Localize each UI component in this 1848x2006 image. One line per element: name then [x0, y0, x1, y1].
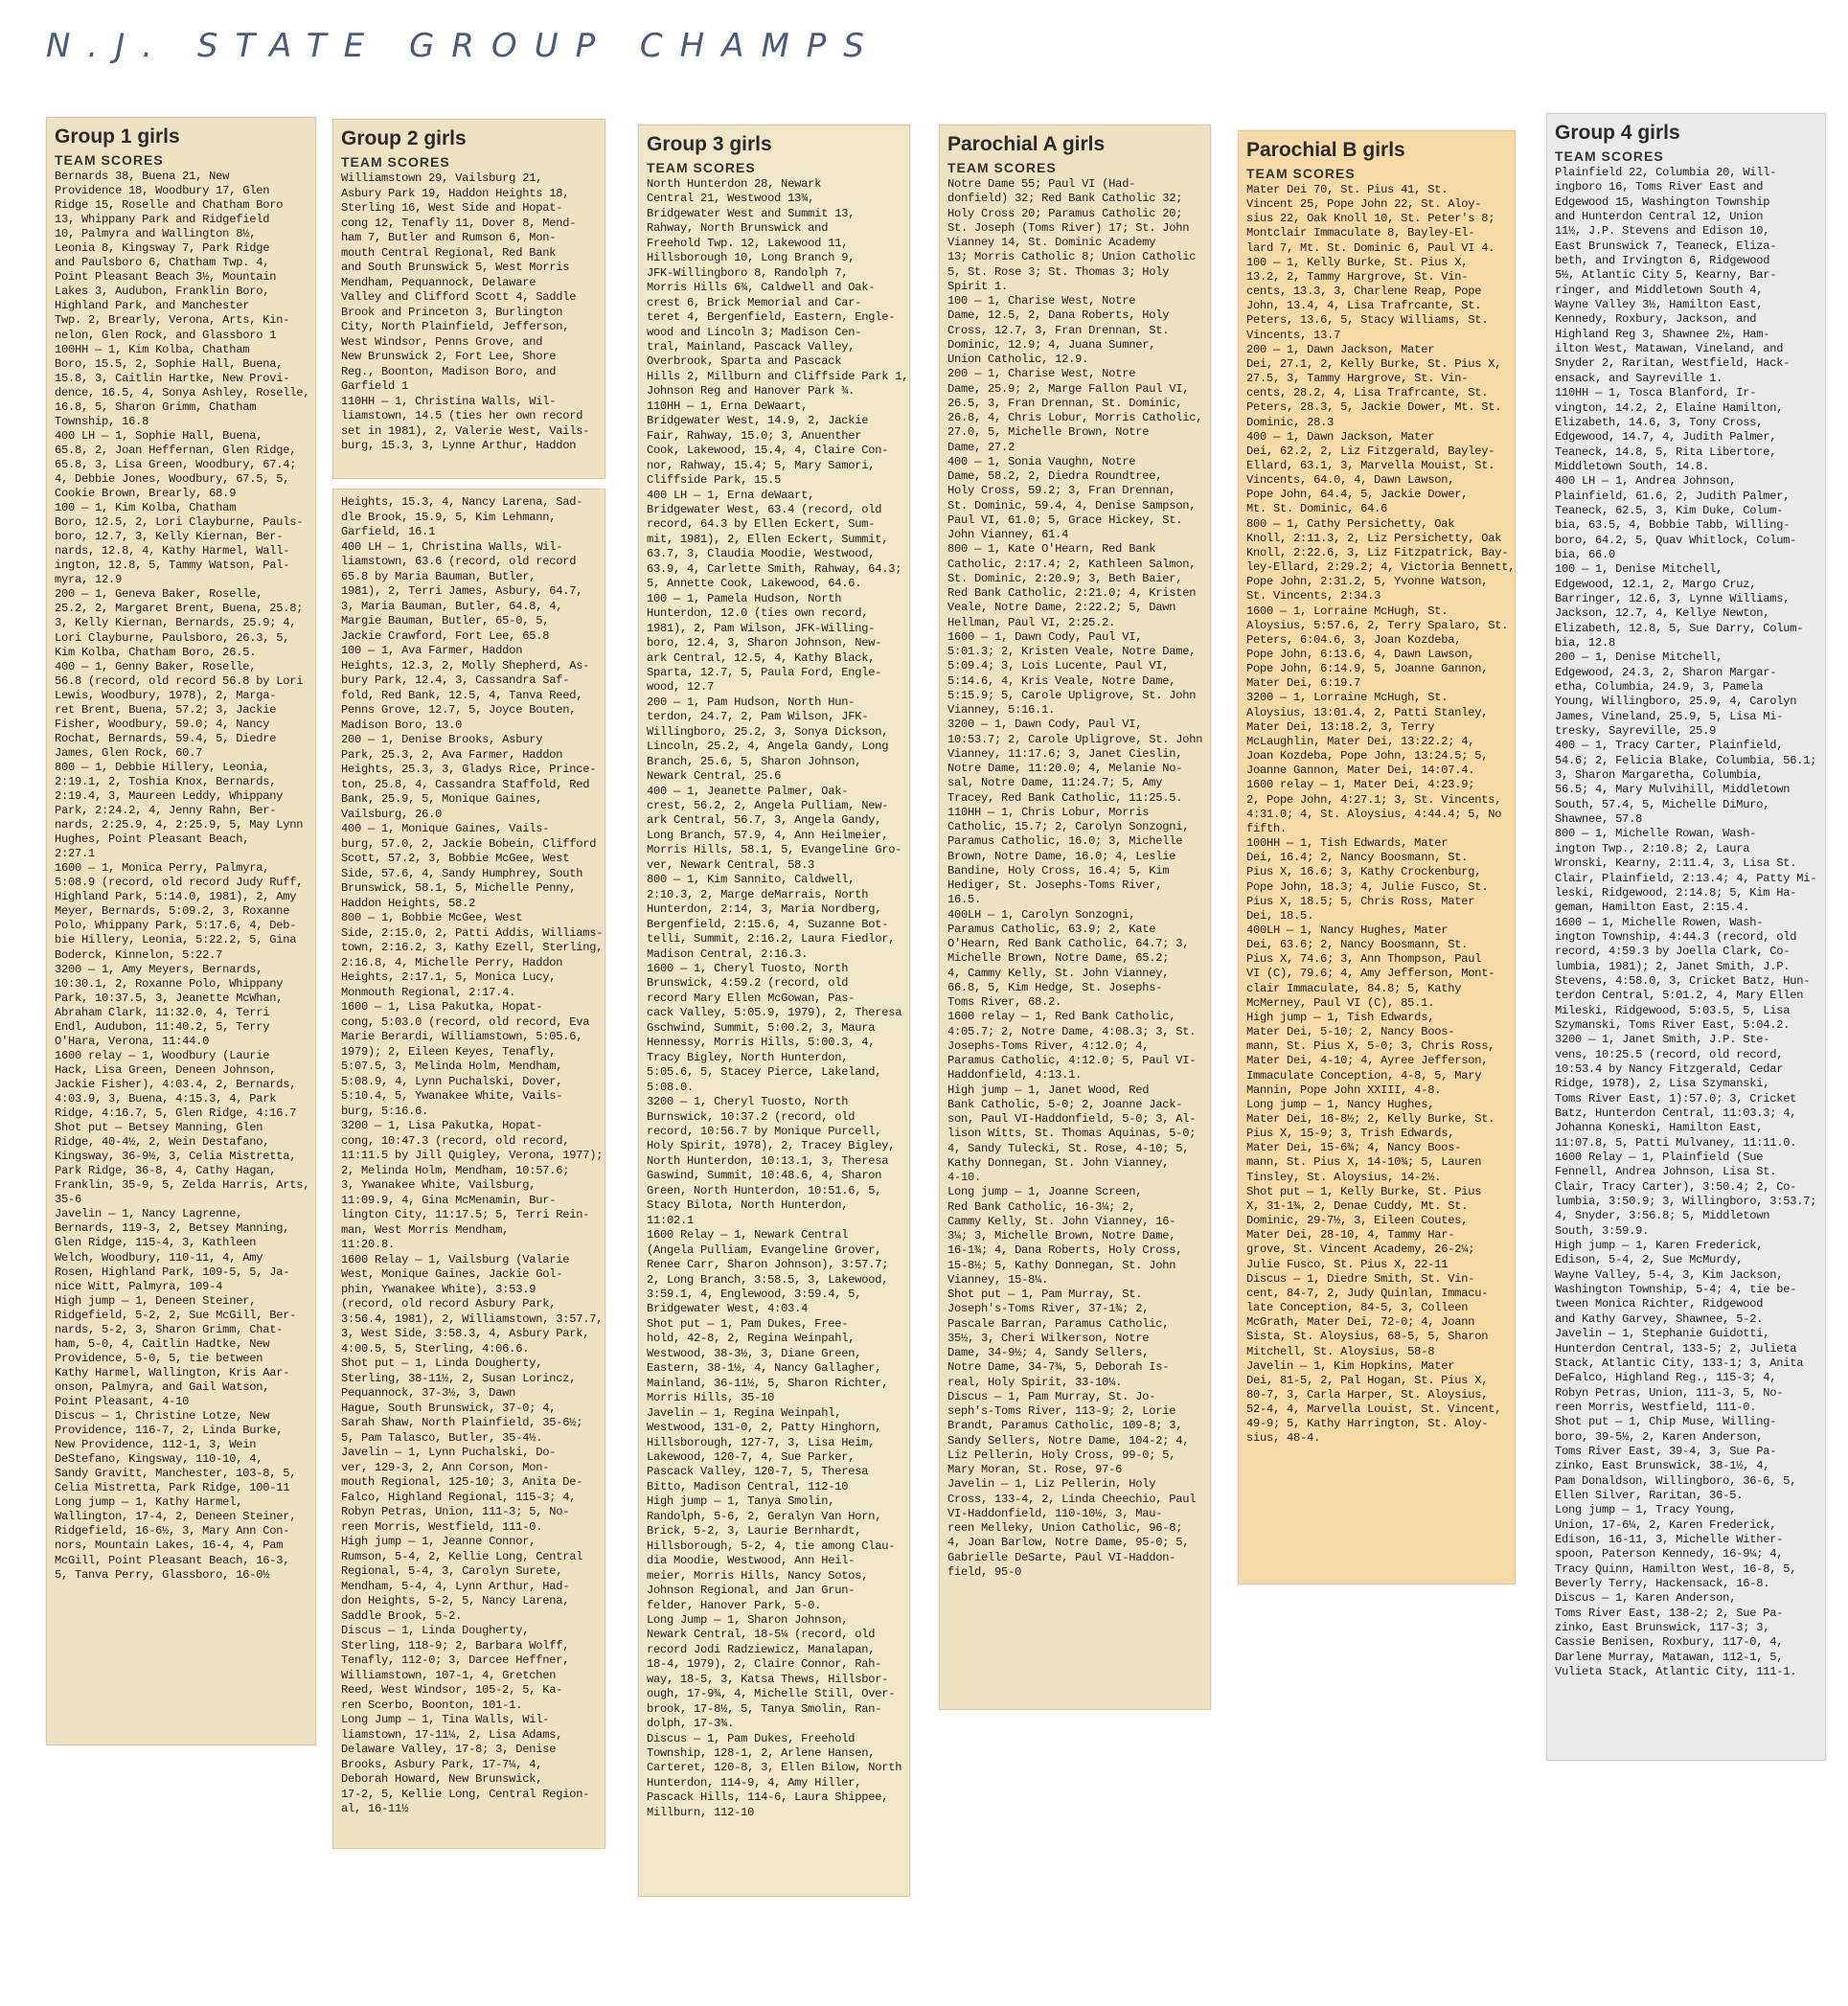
clipping-subhead: TEAM SCORES — [55, 152, 164, 168]
clipping-group-2-continued — [332, 489, 605, 1849]
clipping-group-4 — [1546, 113, 1826, 1761]
clipping-group-1 — [46, 117, 316, 1745]
clipping-heading: Parochial A girls — [947, 133, 1106, 155]
clipping-heading: Group 3 girls — [647, 133, 772, 155]
clipping-body: Plainfield 22, Columbia 20, Will- ingboro 16, Toms River East and Edgewood 15, Washington Township and Hunterdon Central 12, Union 11½, J.P. Stevens and Edison 10, East Brunswick 7, Teaneck, Eliza- beth, and Irvington 6, Ridgewood 5½, Atlantic City 5, Kearny, Bar- ringer, and Middletown South 4, Wayne Valley 3½, Hamilton East, Kennedy, Roxbury, Jackson, and Highland Reg 3, Shawnee 2½, Ham- ilton West, Matawan, Vineland, and Snyder 2, Raritan, Westfield, Hack- ensack, and Sayreville 1. 110HH — 1, Tosca Blanford, Ir- vington, 14.2, 2, Elaine Hamilton, Elizabeth, 14.6, 3, Tony Cross, Edgewood, 14.7, 4, Judith Palmer, Teaneck, 14.8, 5, Rita Libertore, Middletown South, 14.8. 400 LH — 1, Andrea Johnson, Plainfield, 61.6, 2, Judith Palmer, Teaneck, 62.5, 3, Kim Duke, Colum- bia, 63.5, 4, Bobbie Tabb, Willing- boro, 64.2, 5, Quav Whitlock, Colum- bia, 66.0 100 — 1, Denise Mitchell, Edgewood, 12.1, 2, Margo Cruz, Barringer, 12.6, 3, Lynne Williams, Jackson, 12.7, 4, Kellye Newton, Elizabeth, 12.8, 5, Sue Darry, Colum- bia, 12.8 200 — 1, Denise Mitchell, Edgewood, 24.3, 2, Sharon Margar- etha, Columbia, 24.9, 3, Pamela Young, Willingboro, 25.9, 4, Carolyn James, Vineland, 25.9, 5, Lisa Mi- tresky, Sayreville, 25.9 400 — 1, Tracy Carter, Plainfield, 54.6; 2, Felicia Blake, Columbia, 56.1; 3, Sharon Margaretha, Columbia, 56.5; 4, Mary Mulvihill, Middletown South, 57.4, 5, Michelle DiMuro, Shawnee, 57.8 800 — 1, Michelle Rowan, Wash- ington Twp., 2:10.8; 2, Laura Wronski, Kearny, 2:11.4, 3, Lisa St. Clair, Plainfield, 2:13.4; 4, Patty Mi- leski, Ridgewood, 2:14.8; 5, Kim Ha- geman, Hamilton East, 2:15.4. 1600 — 1, Michelle Rowen, Wash- ington Township, 4:44.3 (record, old record, 4:59.3 by Joella Clark, Co- lumbia, 1981); 2, Janet Smith, J.P. Stevens, 4:58.0, 3, Cricket Batz, Hun- terdon Central, 5:01.2, 4, Mary Ellen Mileski, Ridgewood, 5:03.5, 5, Lisa Szymanski, Toms River East, 5:04.2. 3200 — 1, Janet Smith, J.P. Ste- vens, 10:25.5 (record, old record, 10:53.4 by Nancy Fitzgerald, Cedar Ridge, 1978), 2, Lisa Szymanski, Toms River East, 1):57.0; 3, Cricket Batz, Hunterdon Central, 11:03.3; 4, Johanna Koneski, Hamilton East, 11:07.8, 5, Patti Mulvaney, 11:11.0. 1600 Relay — 1, Plainfield (Sue Fennell, Andrea Johnson, Lisa St. Clair, Tracy Carter), 3:50.4; 2, Co- lumbia, 3:50.9; 3, Willingboro, 3:53.7; 4, Snyder, 3:56.8; 5, Middletown South, 3:59.9. High jump — 1, Karen Frederick, Edison, 5-4, 2, Sue McMurdy, Wayne Valley, 5-4, 3, Kim Jackson, Washington Township, 5-4; 4, tie be- tween Monica Richter, Ridgewood and Kathy Garvey, Shawnee, 5-2. Javelin — 1, Stephanie Guidotti, Hunterdon Central, 133-5; 2, Julieta Stack, Atlantic City, 133-1; 3, Anita DeFalco, Highland Reg., 115-3; 4, Robyn Petras, Union, 111-3, 5, No- reen Morris, Westfield, 111-0. Shot put — 1, Chip Muse, Willing- boro, 39-5½, 2, Karen Anderson, Toms River East, 39-4, 3, Sue Pa- zinko, East Brunswick, 38-1½, 4, Pam Donaldson, Willingboro, 36-6, 5, Ellen Silver, Raritan, 36-5. Long jump — 1, Tracy Young, Union, 17-6¼, 2, Karen Frederick, Edison, 16-11, 3, Michelle Wither- spoon, Paterson Kennedy, 16-9¼; 4, Tracy Quinn, Hamilton West, 16-8, 5, Beverly Terry, Hackensack, 16-8. Discus — 1, Karen Anderson, Toms River East, 138-2; 2, Sue Pa- zinko, East Brunswick, 117-3; 3, Cassie Benisen, Roxbury, 117-0, 4, Darlene Murray, Matawan, 112-1, 5, Vulieta Stack, Atlantic City, 111-1. — [1555, 166, 1817, 1679]
clipping-heading: Group 2 girls — [341, 127, 467, 149]
clipping-group-2-top — [332, 119, 605, 479]
clipping-subhead: TEAM SCORES — [947, 160, 1057, 175]
clipping-subhead: TEAM SCORES — [1555, 148, 1664, 164]
page-title: N.J. STATE GROUP CHAMPS — [46, 27, 881, 65]
clipping-heading: Group 4 girls — [1555, 122, 1680, 144]
clipping-subhead: TEAM SCORES — [341, 154, 450, 170]
clipping-subhead: TEAM SCORES — [1246, 166, 1356, 181]
clipping-heading: Parochial B girls — [1246, 139, 1405, 161]
clipping-body: Williamstown 29, Vailsburg 21, Asbury Park 19, Haddon Heights 18, Sterling 16, West Side and Hopat- cong 12, Tenafly 11, Dover 8, Mend- ham 7, Butler and Rumson 6, Mon- mouth Central Regional, Red Bank and South Brunswick 5, West Morris Mendham, Pequannock, Delaware Valley and Clifford Scott 4, Saddle Brook and Princeton 3, Burlington City, North Plainfield, Jefferson, West Windsor, Penns Grove, and New Brunswick 2, Fort Lee, Shore Reg., Boonton, Madison Boro, and Garfield 1 110HH — 1, Christina Walls, Wil- liamstown, 14.5 (ties her own record set in 1981), 2, Valerie West, Vails- burg, 15.3, 3, Lynne Arthur, Haddon — [341, 171, 590, 452]
clipping-body: Mater Dei 70, St. Pius 41, St. Vincent 25, Pope John 22, St. Aloy- sius 22, Oak Knoll 10, St. Peter's 8; Montclair Immaculate 8, Bayley-El- lard 7, Mt. St. Dominic 6, Paul VI 4. 100 — 1, Kelly Burke, St. Pius X, 13.2, 2, Tammy Hargrove, St. Vin- cents, 13.3, 3, Charlene Reap, Pope John, 13.4, 4, Lisa Trafrcante, St. Peters, 13.6, 5, Stacy Williams, St. Vincents, 13.7 200 — 1, Dawn Jackson, Mater Dei, 27.1, 2, Kelly Burke, St. Pius X, 27.5, 3, Tammy Hargrove, St. Vin- cents, 28.2, 4, Lisa Trafrcante, St. Peters, 28.3, 5, Jackie Dower, Mt. St. Dominic, 28.3 400 — 1, Dawn Jackson, Mater Dei, 62.2, 2, Liz Fitzgerald, Bayley- Ellard, 63.1, 3, Marvella Mouist, St. Vincents, 64.0, 4, Dawn Lawson, Pope John, 64.4, 5, Jackie Dower, Mt. St. Dominic, 64.6 800 — 1, Cathy Persichetty, Oak Knoll, 2:11.3, 2, Liz Persichetty, Oak Knoll, 2:22.6, 3, Liz Fitzpatrick, Bay- ley-Ellard, 2:29.2; 4, Victoria Bennett, Pope John, 2:31.2, 5, Yvonne Watson, St. Vincents, 2:34.3 1600 — 1, Lorraine McHugh, St. Aloysius, 5:57.6, 2, Terry Spalaro, St. Peters, 6:04.6, 3, Joan Kozdeba, Pope John, 6:13.6, 4, Dawn Lawson, Pope John, 6:14.9, 5, Joanne Gannon, Mater Dei, 6:19.7 3200 — 1, Lorraine McHugh, St. Aloysius, 13:01.4, 2, Patti Stanley, Mater Dei, 13:18.2, 3, Terry McLaughlin, Mater Dei, 13:22.2; 4, Joan Kozdeba, Pope John, 13:24.5; 5, Joanne Gannon, Mater Dei, 14:07.4. 1600 relay — 1, Mater Dei, 4:23.9; 2, Pope John, 4:27.1; 3, St. Vincents, 4:31.0; 4, St. Aloysius, 4:44.4; 5, No fifth. 100HH — 1, Tish Edwards, Mater Dei, 16.4; 2, Nancy Boosmann, St. Pius X, 16.6; 3, Kathy Crockenburg, Pope John, 18.3; 4, Julie Fusco, St. Pius X, 18.5; 5, Chris Ross, Mater Dei, 18.5. 400LH — 1, Nancy Hughes, Mater Dei, 63.6; 2, Nancy Boosmann, St. Pius X, 74.6; 3, Ann Thompson, Paul VI (C), 79.6; 4, Amy Jefferson, Mont- clair Immaculate, 84.8; 5, Kathy McMerney, Paul VI (C), 85.1. High jump — 1, Tish Edwards, Mater Dei, 5-10; 2, Nancy Boos- mann, St. Pius X, 5-0; 3, Chris Ross, Mater Dei, 4-10; 4, Ayree Jefferson, Immaculate Conception, 4-8, 5, Mary Mannin, Pope John XXIII, 4-8. Long jump — 1, Nancy Hughes, Mater Dei, 16-8½; 2, Kelly Burke, St. Pius X, 15-9; 3, Trish Edwards, Mater Dei, 15-6¾; 4, Nancy Boos- mann, St. Pius X, 14-10¾; 5, Lauren Tinsley, St. Aloysius, 14-2½. Shot put — 1, Kelly Burke, St. Pius X, 31-1¾, 2, Denae Cuddy, Mt. St. Dominic, 29-7½, 3, Eileen Coutes, Mater Dei, 28-10, 4, Tammy Har- grove, St. Vincent Academy, 26-2¼; Julie Fusco, St. Pius X, 22-11 Discus — 1, Diedre Smith, St. Vin- cent, 84-7, 2, Judy Quinlan, Immacu- late Conception, 84-5, 3, Colleen McGrath, Mater Dei, 72-0; 4, Joann Sista, St. Aloysius, 68-5, 5, Sharon Mitchell, St. Aloysius, 58-8 Javelin — 1, Kim Hopkins, Mater Dei, 81-5, 2, Pal Hogan, St. Pius X, 80-7, 3, Carla Harper, St. Aloysius, 52-4, 4, Marvella Louist, St. Vincent, 49-9; 5, Kathy Harrington, St. Aloy- sius, 48-4. — [1246, 183, 1516, 1446]
clipping-body: Bernards 38, Buena 21, New Providence 18, Woodbury 17, Glen Ridge 15, Roselle and Chatham Boro 13, Whippany Park and Ridgefield 10, Palmyra and Wallington 8½, Leonia 8, Kingsway 7, Park Ridge and Paulsboro 6, Chatham Twp. 4, Point Pleasant Beach 3½, Mountain Lakes 3, Audubon, Franklin Boro, Highland Park, and Manchester Twp. 2, Brearly, Verona, Arts, Kin- nelon, Glen Rock, and Glassboro 1 100HH — 1, Kim Kolba, Chatham Boro, 15.5, 2, Sophie Hall, Buena, 15.8, 3, Caitlin Hartke, New Provi- dence, 16.5, 4, Sonya Ashley, Roselle, 16.8, 5, Sharon Grimm, Chatham Township, 16.8 400 LH — 1, Sophie Hall, Buena, 65.8, 2, Joan Heffernan, Glen Ridge, 65.8, 3, Lisa Green, Woodbury, 67.4; 4, Debbie Jones, Woodbury, 67.5, 5, Cookie Brown, Brearly, 68.9 100 — 1, Kim Kolba, Chatham Boro, 12.5, 2, Lori Clayburne, Pauls- boro, 12.7, 3, Kelly Kiernan, Ber- nards, 12.8, 4, Kathy Harmel, Wall- ington, 12.8, 5, Tammy Watson, Pal- myra, 12.9 200 — 1, Geneva Baker, Roselle, 25.2, 2, Margaret Brent, Buena, 25.8; 3, Kelly Kiernan, Bernards, 25.9; 4, Lori Clayburne, Paulsboro, 26.3, 5, Kim Kolba, Chatham Boro, 26.5. 400 — 1, Genny Baker, Roselle, 56.8 (record, old record 56.8 by Lori Lewis, Woodbury, 1978), 2, Marga- ret Brent, Buena, 57.2; 3, Jackie Fisher, Woodbury, 59.0; 4, Nancy Rochat, Bernards, 59.4, 5, Diedre James, Glen Rock, 60.7 800 — 1, Debbie Hillery, Leonia, 2:19.1, 2, Toshia Knox, Bernards, 2:19.4, 3, Maureen Leddy, Whippany Park, 2:24.2, 4, Jenny Rahn, Ber- nards, 2:25.9, 4, 2:25.9, 5, May Lynn Hughes, Point Pleasant Beach, 2:27.1 1600 — 1, Monica Perry, Palmyra, 5:08.9 (record, old record Judy Ruff, Highland Park, 5:14.0, 1981), 2, Amy Meyer, Bernards, 5:09.2, 3, Roxanne Polo, Whippany Park, 5:17.6, 4, Deb- bie Hillery, Leonia, 5:22.2, 5, Gina Boderck, Kinnelon, 5:22.7 3200 — 1, Amy Meyers, Bernards, 10:30.1, 2, Roxanne Polo, Whippany Park, 10:37.5, 3, Jeanette McWhan, Abraham Clark, 11:32.0, 4, Terri Endl, Audubon, 11:40.2, 5, Terry O'Hara, Verona, 11:44.0 1600 relay — 1, Woodbury (Laurie Hack, Lisa Green, Deneen Johnson, Jackie Fisher), 4:03.4, 2, Bernards, 4:03.9, 3, Buena, 4:15.3, 4, Park Ridge, 4:16.7, 5, Glen Ridge, 4:16.7 Shot put — Betsey Manning, Glen Ridge, 40-4½, 2, Wein Destafano, Kingsway, 36-9½, 3, Celia Mistretta, Park Ridge, 36-8, 4, Cathy Hagan, Franklin, 35-9, 5, Zelda Harris, Arts, 35-6 Javelin — 1, Nancy Lagrenne, Bernards, 119-3, 2, Betsey Manning, Glen Ridge, 115-4, 3, Kathleen Welch, Woodbury, 110-11, 4, Amy Rosen, Highland Park, 109-5, 5, Ja- nice Witt, Palmyra, 109-4 High jump — 1, Deneen Steiner, Ridgefield, 5-2, 2, Sue McGill, Ber- nards, 5-2, 3, Sharon Grimm, Chat- ham, 5-0, 4, Caitlin Hadtke, New Providence, 5-0, 5, tie between Kathy Harmel, Wallington, Kris Aar- onson, Palmyra, and Gail Watson, Point Pleasant, 4-10 Discus — 1, Christine Lotze, New Providence, 116-7, 2, Linda Burke, New Providence, 112-1, 3, Wein DeStefano, Kingsway, 110-10, 4, Sandy Gravitt, Manchester, 103-8, 5, Celia Mistretta, Park Ridge, 100-11 Long jump — 1, Kathy Harmel, Wallington, 17-4, 2, Deneen Steiner, Ridgefield, 16-6½, 3, Mary Ann Con- nors, Mountain Lakes, 16-4, 4, Pam McGill, Point Pleasant Beach, 16-3, 5, Tanva Perry, Glassboro, 16-0½ — [55, 170, 310, 1582]
clipping-body: Notre Dame 55; Paul VI (Had- donfield) 32; Red Bank Catholic 32; Holy Cross 20; Paramus Catholic 20; St. Joseph (Toms River) 17; St. John Vianney 14, St. Dominic Academy 13; Morris Catholic 8; Union Catholic 5, St. Rose 3; St. Thomas 3; Holy Spirit 1. 100 — 1, Charise West, Notre Dame, 12.5, 2, Dana Roberts, Holy Cross, 12.7, 3, Fran Drennan, St. Dominic, 12.9; 4, Juana Sumner, Union Catholic, 12.9. 200 — 1, Charise West, Notre Dame, 25.9; 2, Marge Fallon Paul VI, 26.5, 3, Fran Drennan, St. Dominic, 26.8, 4, Chris Lobur, Morris Catholic, 27.0, 5, Michelle Brown, Notre Dame, 27.2 400 — 1, Sonia Vaughn, Notre Dame, 58.2, 2, Diedra Roundtree, Holy Cross, 59.2; 3, Fran Drennan, St. Dominic, 59.4, 4, Denise Sampson, Paul VI, 61.0; 5, Grace Hickey, St. John Vianney, 61.4 800 — 1, Kate O'Hearn, Red Bank Catholic, 2:17.4; 2, Kathleen Salmon, St. Dominic, 2:20.9; 3, Beth Baier, Red Bank Catholic, 2:21.0; 4, Kristen Veale, Notre Dame, 2:22.2; 5, Dawn Hellman, Paul VI, 2:25.2. 1600 — 1, Dawn Cody, Paul VI, 5:01.3; 2, Kristen Veale, Notre Dame, 5:09.4; 3, Lois Lucente, Paul VI, 5:14.6, 4, Kris Veale, Notre Dame, 5:15.9; 5, Carole Upligrove, St. John Vianney, 5:16.1. 3200 — 1, Dawn Cody, Paul VI, 10:53.7; 2, Carole Upligrove, St. John Vianney, 11:17.6; 3, Janet Cieslin, Notre Dame, 11:20.0; 4, Melanie No- sal, Notre Dame, 11:24.7; 5, Amy Tracey, Red Bank Catholic, 11:25.5. 110HH — 1, Chris Lobur, Morris Catholic, 15.7; 2, Carolyn Sonzogni, Paramus Catholic, 16.0; 3, Michelle Brown, Notre Dame, 16.0; 4, Leslie Bandine, Holy Cross, 16.4; 5, Kim Hediger, St. Josephs-Toms River, 16.5. 400LH — 1, Carolyn Sonzogni, Paramus Catholic, 63.9; 2, Kate O'Hearn, Red Bank Catholic, 64.7; 3, Michelle Brown, Notre Dame, 65.2; 4, Cammy Kelly, St. John Vianney, 66.8, 5, Kim Hedge, St. Josephs- Toms River, 68.2. 1600 relay — 1, Red Bank Catholic, 4:05.7; 2, Notre Dame, 4:08.3; 3, St. Josephs-Toms River, 4:12.0; 4, Paramus Catholic, 4:12.0; 5, Paul VI- Haddonfield, 4:13.1. High jump — 1, Janet Wood, Red Bank Catholic, 5-0; 2, Joanne Jack- son, Paul VI-Haddonfield, 5-0; 3, Al- lison Witts, St. Thomas Aquinas, 5-0; 4, Sandy Tulecki, St. Rose, 4-10; 5, Kathy Donnegan, St. John Vianney, 4-10. Long jump — 1, Joanne Screen, Red Bank Catholic, 16-3¼; 2, Cammy Kelly, St. John Vianney, 16- 3¼; 3, Michelle Brown, Notre Dame, 16-1¾; 4, Dana Roberts, Holy Cross, 15-8½; 5, Kathy Donnegan, St. John Vianney, 15-8¼. Shot put — 1, Pam Murray, St. Joseph's-Toms River, 37-1¾; 2, Pascale Barran, Paramus Catholic, 35½, 3, Cheri Wilkerson, Notre Dame, 34-9½; 4, Sandy Sellers, Notre Dame, 34-7¾, 5, Deborah Is- real, Holy Spirit, 33-10¼. Discus — 1, Pam Murray, St. Jo- seph's-Toms River, 113-9; 2, Lorie Brandt, Paramus Catholic, 109-8; 3, Sandy Sellers, Notre Dame, 104-2; 4, Liz Pellerin, Holy Cross, 99-0; 5, Mary Moran, St. Rose, 97-6 Javelin — 1, Liz Pellerin, Holy Cross, 133-4, 2, Linda Cheechio, Paul VI-Haddonfield, 110-10½, 3, Mau- reen Melleky, Union Catholic, 96-8; 4, Joan Barlow, Notre Dame, 95-0; 5, Gabrielle DeSarte, Paul VI-Haddon- field, 95-0 — [947, 177, 1203, 1579]
clipping-group-3 — [638, 125, 910, 1897]
clipping-parochial-a — [939, 125, 1211, 1710]
clipping-body: Heights, 15.3, 4, Nancy Larena, Sad- dle Brook, 15.9, 5, Kim Lehmann, Garfield, 16.1 400 LH — 1, Christina Walls, Wil- liamstown, 63.6 (record, old record 65.8 by Maria Bauman, Butler, 1981), 2, Terri James, Asbury, 64.7, 3, Maria Bauman, Butler, 64.8, 4, Margie Bauman, Butler, 65-0, 5, Jackie Crawford, Fort Lee, 65.8 100 — 1, Ava Farmer, Haddon Heights, 12.3, 2, Molly Shepherd, As- bury Park, 12.4, 3, Cassandra Saf- fold, Red Bank, 12.5, 4, Tanva Reed, Penns Grove, 12.7, 5, Joyce Bouten, Madison Boro, 13.0 200 — 1, Denise Brooks, Asbury Park, 25.3, 2, Ava Farmer, Haddon Heights, 25.3, 3, Gladys Rice, Prince- ton, 25.8, 4, Cassandra Staffold, Red Bank, 25.9, 5, Monique Gaines, Vailsburg, 26.0 400 — 1, Monique Gaines, Vails- burg, 57.0, 2, Jackie Bobein, Clifford Scott, 57.2, 3, Bobbie McGee, West Side, 57.6, 4, Sandy Humphrey, South Brunswick, 58.1, 5, Michelle Penny, Haddon Heights, 58.2 800 — 1, Bobbie McGee, West Side, 2:15.0, 2, Patti Addis, Williams- town, 2:16.2, 3, Kathy Ezell, Sterling, 2:16.8, 4, Michelle Perry, Haddon Heights, 2:17.1, 5, Monica Lucy, Monmouth Regional, 2:17.4. 1600 — 1, Lisa Pakutka, Hopat- cong, 5:03.0 (record, old record, Eva Marie Berardi, Williamstown, 5:05.6, 1979); 2, Eileen Keyes, Tenafly, 5:07.5, 3, Melinda Holm, Mendham, 5:08.9, 4, Lynn Puchalski, Dover, 5:10.4, 5, Ywanakee White, Vails- burg, 5:16.6. 3200 — 1, Lisa Pakutka, Hopat- cong, 10:47.3 (record, old record, 11:11.5 by Jill Quigley, Verona, 1977); 2, Melinda Holm, Mendham, 10:57.6; 3, Ywanakee White, Vailsburg, 11:09.9, 4, Gina McMenamin, Bur- lington City, 11:17.5; 5, Terri Rein- man, West Morris Mendham, 11:20.8. 1600 Relay — 1, Vailsburg (Valarie West, Monique Gaines, Jackie Gol- phin, Ywanakee White), 3:53.9 (record, old record Asbury Park, 3:56.4, 1981), 2, Williamstown, 3:57.7, 3, West Side, 3:58.3, 4, Asbury Park, 4:00.5, 5, Sterling, 4:06.6. Shot put — 1, Linda Dougherty, Sterling, 38-11½, 2, Susan Lorincz, Pequannock, 37-3½, 3, Dawn Hague, South Brunswick, 37-0; 4, Sarah Shaw, North Plainfield, 35-6½; 5, Pam Talasco, Butler, 35-4½. Javelin — 1, Lynn Puchalski, Do- ver, 129-3, 2, Ann Corson, Mon- mouth Regional, 125-10; 3, Anita De- Falco, Highland Regional, 115-3; 4, Robyn Petras, Union, 111-3; 5, No- reen Morris, Westfield, 111-0. High jump — 1, Jeanne Connor, Rumson, 5-4, 2, Kellie Long, Central Regional, 5-4, 3, Carolyn Surete, Mendham, 5-4, 4, Lynn Arthur, Had- don Heights, 5-2, 5, Nancy Larena, Saddle Brook, 5-2. Discus — 1, Linda Dougherty, Sterling, 118-9; 2, Barbara Wolff, Tenafly, 112-0; 3, Darcee Heffner, Williamstown, 107-1, 4, Gretchen Reed, West Windsor, 105-2, 5, Ka- ren Scerbo, Boonton, 101-1. Long Jump — 1, Tina Walls, Wil- liamstown, 17-11¼, 2, Lisa Adams, Delaware Valley, 17-8; 3, Denise Brooks, Asbury Park, 17-7¼, 4, Deborah Howard, New Brunswick, 17-2, 5, Kellie Long, Central Region- al, 16-11½ — [341, 495, 604, 1815]
clipping-subhead: TEAM SCORES — [647, 160, 756, 175]
clipping-heading: Group 1 girls — [55, 125, 180, 148]
clipping-body: North Hunterdon 28, Newark Central 21, Westwood 13¾, Bridgewater West and Summit 13, Rahway, North Brunswick and Freehold Twp. 12, Lakewood 11, Hillsborough 10, Long Branch 9, JFK-Willingboro 8, Randolph 7, Morris Hills 6¾, Caldwell and Oak- crest 6, Brick Memorial and Car- teret 4, Bergenfield, Eastern, Engle- wood and Lincoln 3; Madison Cen- tral, Mainland, Pascack Valley, Overbrook, Sparta and Pascack Hills 2, Millburn and Cliffside Park 1, Johnson Reg and Hanover Park ¾. 110HH — 1, Erna DeWaart, Bridgewater West, 14.9, 2, Jackie Fair, Rahway, 15.0; 3, Anuenther Cook, Lakewood, 15.4, 4, Claire Con- nor, Rahway, 15.4; 5, Mary Samori, Cliffside Park, 15.5 400 LH — 1, Erna deWaart, Bridgewater West, 63.4 (record, old record, 64.3 by Ellen Eckert, Sum- mit, 1981), 2, Ellen Eckert, Summit, 63.7, 3, Claudia Moodie, Westwood, 63.9, 4, Carlette Smith, Rahway, 64.3; 5, Annette Cook, Lakewood, 64.6. 100 — 1, Pamela Hudson, North Hunterdon, 12.0 (ties own record, 1981), 2, Pam Wilson, JFK-Willing- boro, 12.4, 3, Sharon Johnson, New- ark Central, 12.5, 4, Kathy Black, Sparta, 12.7, 5, Paula Ford, Engle- wood, 12.7 200 — 1, Pam Hudson, North Hun- terdon, 24.7, 2, Pam Wilson, JFK- Willingboro, 25.2, 3, Sonya Dickson, Lincoln, 25.2, 4, Angela Gandy, Long Branch, 25.6, 5, Sharon Johnson, Newark Central, 25.6 400 — 1, Jeanette Palmer, Oak- crest, 56.2, 2, Angela Pulliam, New- ark Central, 56.7, 3, Angela Gandy, Long Branch, 57.9, 4, Ann Heilmeier, Morris Hills, 58.1, 5, Evangeline Gro- ver, Newark Central, 58.3 800 — 1, Kim Sannito, Caldwell, 2:10.3, 2, Marge deMarrais, North Hunterdon, 2:14, 3, Maria Nordberg, Bergenfield, 2:15.6, 4, Suzanne Bot- telli, Summit, 2:16.2, Laura Fiedlor, Madison Central, 2:16.3. 1600 — 1, Cheryl Tuosto, North Brunswick, 4:59.2 (record, old record Mary Ellen McGowan, Pas- cack Valley, 5:05.9, 1979), 2, Theresa Gschwind, Summit, 5:00.2, 3, Maura Hennessy, Morris Hills, 5:00.3, 4, Tracy Bigley, North Hunterdon, 5:05.6, 5, Stacey Pierce, Lakeland, 5:08.0. 3200 — 1, Cheryl Tuosto, North Burnswick, 10:37.2 (record, old record, 10:56.7 by Monique Purcell, Holy Spirit, 1978), 2, Tracey Bigley, North Hunterdon, 10:13.1, 3, Theresa Gaswind, Summit, 10:48.6, 4, Sharon Green, North Hunterdon, 10:51.6, 5, Stacy Bilota, North Hunterdon, 11:02.1 1600 Relay — 1, Newark Central (Angela Pulliam, Evangeline Grover, Renee Carr, Sharon Johnson), 3:57.7; 2, Long Branch, 3:58.5, 3, Lakewood, 3:59.1, 4, Englewood, 3:59.4, 5, Bridgewater West, 4:03.4 Shot put — 1, Pam Dukes, Free- hold, 42-8, 2, Regina Weinpahl, Westwood, 38-3½, 3, Diane Green, Eastern, 38-1½, 4, Nancy Gallagher, Mainland, 36-11½, 5, Sharon Richter, Morris Hills, 35-10 Javelin — 1, Regina Weinpahl, Westwood, 131-0, 2, Patty Hinghorn, Hillsborough, 127-7, 3, Lisa Heim, Lakewood, 120-7, 4, Sue Parker, Pascack Valley, 120-7, 5, Theresa Bitto, Madison Central, 112-10 High jump — 1, Tanya Smolin, Randolph, 5-6, 2, Geralyn Van Horn, Brick, 5-2, 3, Laurie Bernhardt, Hillsborough, 5-2, 4, tie among Clau- dia Moodie, Westwood, Ann Heil- meier, Morris Hills, Nancy Sotos, Johnson Regional, and Jan Grun- felder, Hanover Park, 5-0. Long Jump — 1, Sharon Johnson, Newark Central, 18-5¼ (record, old record Jodi Radziewicz, Manalapan, 18-4, 1979), 2, Claire Connor, Rah- way, 18-5, 3, Katsa Thews, Hillsbor- ough, 17-9¾, 4, Michelle Still, Over- brook, 17-8½, 5, Tanya Smolin, Ran- dolph, 17-3¾. Discus — 1, Pam Dukes, Freehold Township, 128-1, 2, Arlene Hansen, Carteret, 120-8, 3, Ellen Bilow, North Hunterdon, 114-9, 4, Amy Hiller, Pascack Hills, 114-6, Laura Shippee, Millburn, 112-10 — [647, 177, 909, 1819]
clipping-parochial-b — [1238, 130, 1516, 1584]
